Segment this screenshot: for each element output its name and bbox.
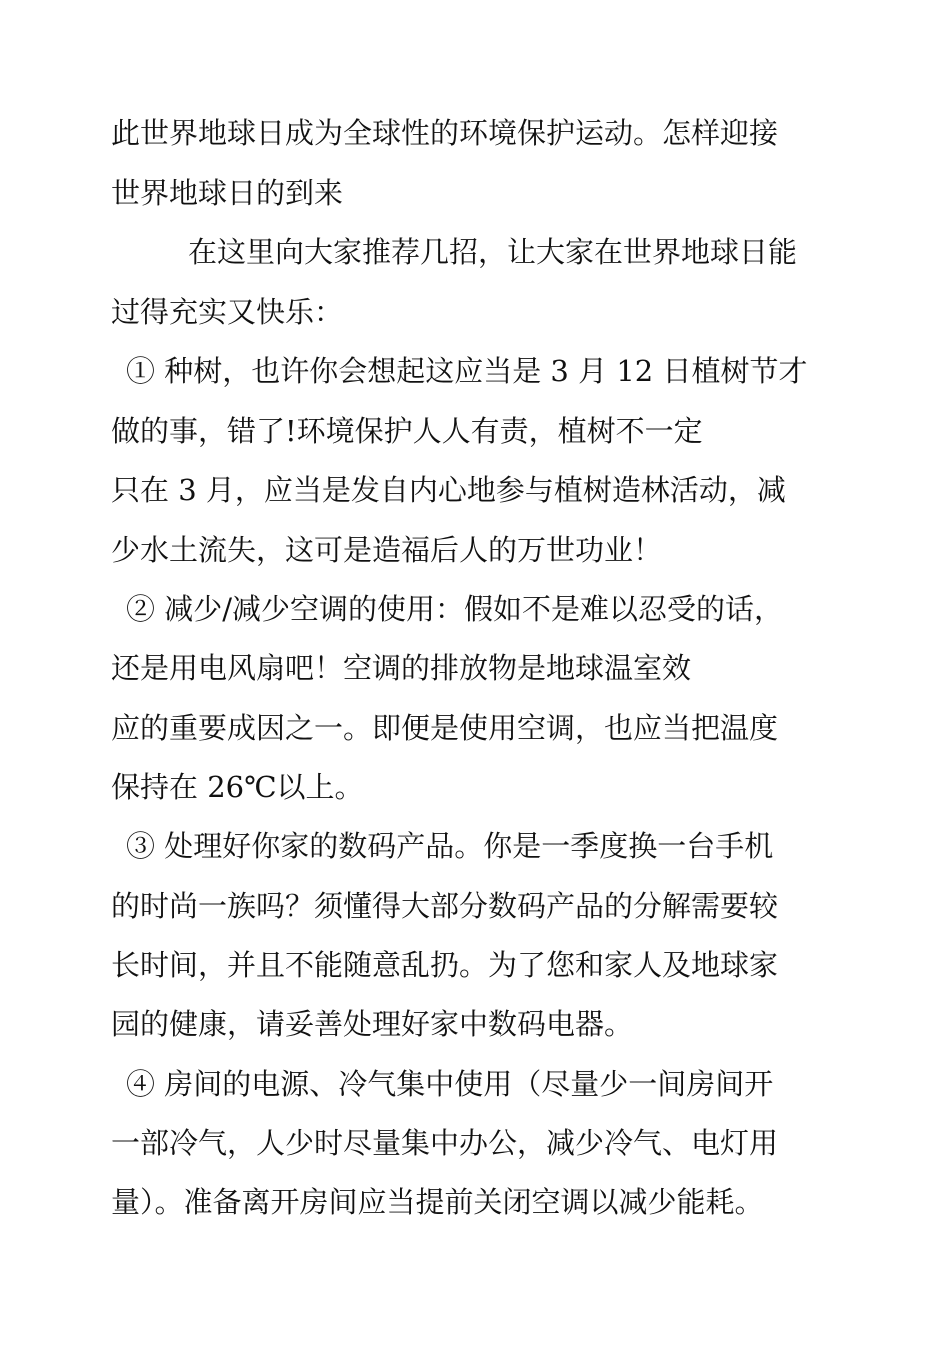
list-item-line: ③ 处理好你家的数码产品。你是一季度换一台手机	[126, 829, 774, 863]
paragraph-line: 保持在 26℃以上。	[111, 770, 364, 804]
list-item-line: ② 减少/减少空调的使用：假如不是难以忍受的话，	[126, 592, 783, 626]
paragraph-line: 一部冷气，人少时尽量集中办公，减少冷气、电灯用	[111, 1126, 779, 1160]
paragraph-line: 做的事，错了!环境保护人人有责，植树不一定	[111, 414, 703, 448]
paragraph-line: 只在 3 月，应当是发自内心地参与植树造林活动，减	[111, 473, 786, 507]
paragraph-line: 的时尚一族吗？须懂得大部分数码产品的分解需要较	[111, 889, 779, 923]
paragraph-line: 世界地球日的到来	[111, 176, 344, 210]
list-item-line: ④ 房间的电源、冷气集中使用（尽量少一间房间开	[126, 1067, 774, 1101]
paragraph-line: 还是用电风扇吧！空调的排放物是地球温室效	[111, 651, 692, 685]
paragraph-line: 量）。准备离开房间应当提前关闭空调以减少能耗。	[111, 1185, 764, 1219]
paragraph-line: 长时间，并且不能随意乱扔。为了您和家人及地球家	[111, 948, 779, 982]
list-item-line: ① 种树，也许你会想起这应当是 3 月 12 日植树节才	[126, 354, 808, 388]
paragraph-line: 应的重要成因之一。即便是使用空调，也应当把温度	[111, 711, 779, 745]
paragraph-line: 此世界地球日成为全球性的环境保护运动。怎样迎接	[111, 116, 779, 150]
paragraph-line: 在这里向大家推荐几招，让大家在世界地球日能	[188, 235, 798, 269]
paragraph-line: 过得充实又快乐：	[111, 295, 344, 329]
paragraph-line: 园的健康，请妥善处理好家中数码电器。	[111, 1007, 634, 1041]
paragraph-line: 少水土流失，这可是造福后人的万世功业！	[111, 533, 663, 567]
